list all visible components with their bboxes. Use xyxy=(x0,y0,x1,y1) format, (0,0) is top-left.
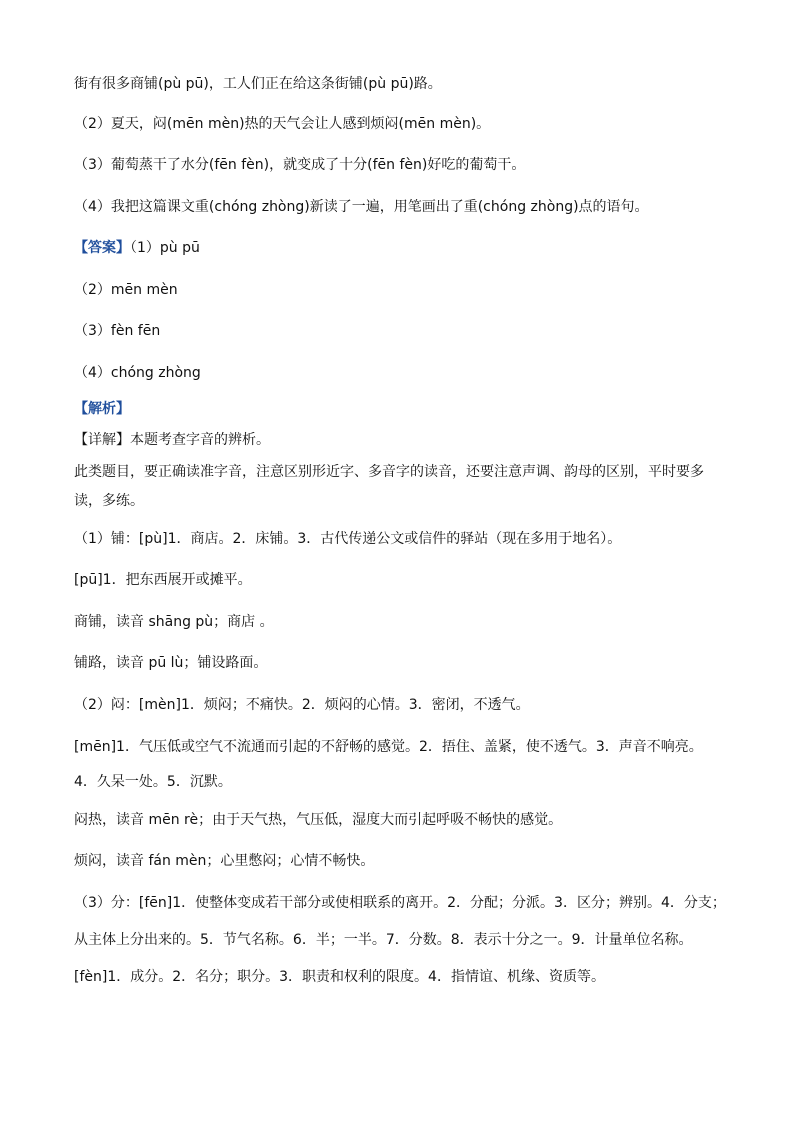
answer-item: （1）pù pū xyxy=(130,240,200,256)
body-line: [fèn]1．成分。2．名分；职分。3．职责和权利的限度。4．指情谊、机缘、资质等。 xyxy=(74,969,605,985)
answer-item: （3）fèn fēn xyxy=(74,323,161,339)
question-line: （4）我把这篇课文重(chóng zhòng)新读了一遍，用笔画出了重(chóng zhòng)点的语句。 xyxy=(74,199,649,215)
body-line: 商铺，读音 shāng pù；商店 。 xyxy=(74,614,274,630)
body-line: （2）闷：[mèn]1．烦闷；不痛快。2．烦闷的心情。3．密闭，不透气。 xyxy=(74,697,530,713)
body-line: 从主体上分出来的。5．节气名称。6．半；一半。7．分数。8．表示十分之一。9．计量单位名称。 xyxy=(74,932,693,948)
answer-item: （2）mēn mèn xyxy=(74,282,178,298)
answer-item: （4）chóng zhòng xyxy=(74,365,201,381)
body-line: 4．久呆一处。5．沉默。 xyxy=(74,774,232,790)
body-line: （1）铺：[pù]1．商店。2．床铺。3．古代传递公文或信件的驿站（现在多用于地名）。 xyxy=(74,531,622,547)
question-line: （3）葡萄蒸干了水分(fēn fèn)，就变成了十分(fēn fèn)好吃的葡萄干。 xyxy=(74,157,526,173)
body-line: 铺路，读音 pū lù；铺设路面。 xyxy=(74,655,268,671)
body-line: [pū]1．把东西展开或摊平。 xyxy=(74,572,252,588)
detail-text: 本题考查字音的辨析。 xyxy=(130,432,270,448)
question-line: 街有很多商铺(pù pū)，工人们正在给这条街铺(pù pū)路。 xyxy=(74,76,442,92)
analysis-tag: 【解析】 xyxy=(74,401,130,417)
body-line: 此类题目，要正确读准字音，注意区别形近字、多音字的读音，还要注意声调、韵母的区别，平时要多 xyxy=(74,464,704,480)
question-line: （2）夏天，闷(mēn mèn)热的天气会让人感到烦闷(mēn mèn)。 xyxy=(74,116,491,132)
answer-tag: 【答案】 xyxy=(74,240,130,256)
detail-tag: 【详解】 xyxy=(74,432,130,448)
body-line: （3）分：[fēn]1．使整体变成若干部分或使相联系的离开。2．分配；分派。3．区分；辨别。4．分支； xyxy=(74,895,726,911)
body-line: 读，多练。 xyxy=(74,493,144,509)
body-line: 烦闷，读音 fán mèn；心里憋闷；心情不畅快。 xyxy=(74,853,375,869)
body-line: [mēn]1．气压低或空气不流通而引起的不舒畅的感觉。2．捂住、盖紧，使不透气。3．声音不响亮。 xyxy=(74,739,703,755)
body-line: 闷热，读音 mēn rè；由于天气热，气压低，湿度大而引起呼吸不畅快的感觉。 xyxy=(74,812,563,828)
detail-line xyxy=(74,430,724,450)
analysis-heading xyxy=(74,399,724,419)
answer-line xyxy=(74,238,724,258)
